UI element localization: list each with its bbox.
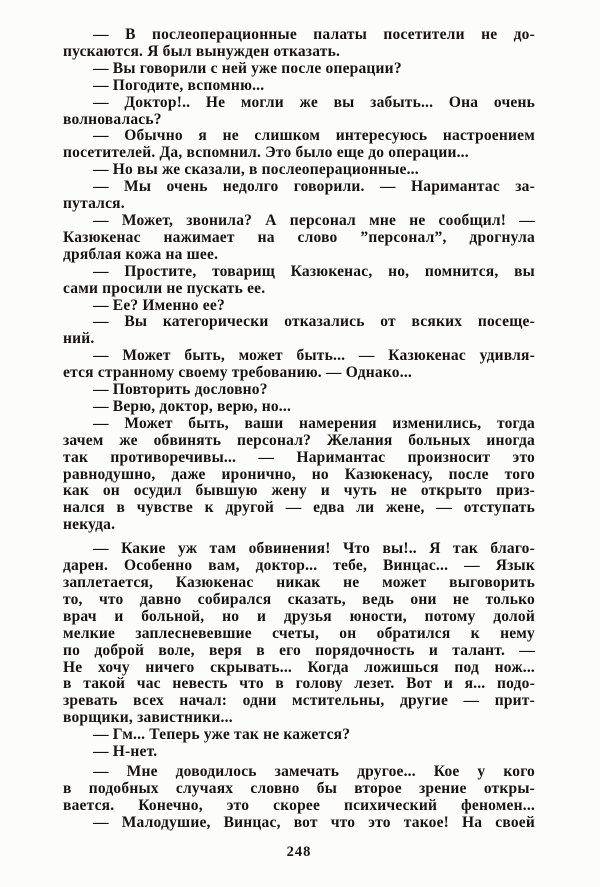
text-line: — Но вы же сказали, в послеоперационные... xyxy=(93,161,419,179)
text-line: — Ее? Именно ее? xyxy=(93,296,225,314)
text-line: — Мы очень недолго говорили. — Наримантас за- xyxy=(93,178,535,196)
text-line: — Малодушие, Винцас, вот что это такое! На своей xyxy=(93,813,535,831)
text-line: заплетается, Казюкенас никак не может выговорить xyxy=(63,574,535,591)
text-line: Казюкенас нажимает на слово ”персонал”, дрогнула xyxy=(63,228,535,246)
text-line: в такой час невесть что в голову лезет. Вот и я... подо- xyxy=(63,675,535,693)
text-line: то, что давно собирался сказать, ведь они не только xyxy=(63,590,535,608)
text-line: — Погодите, вспомню... xyxy=(93,76,265,94)
text-line: — Повторить дословно? xyxy=(93,381,268,399)
text-line: сами просили не пускать ее. xyxy=(63,279,266,297)
text-line: по доброй воле, веря в его порядочность и талант. — xyxy=(63,641,535,659)
text-line: посетителей. Да, вспомнил. Это было еще до операции... xyxy=(63,144,469,162)
text-line: дарен. Особенно вам, доктор... тебе, Винцас... — Язык xyxy=(63,557,535,575)
text-line: — Какие уж там обвинения! Что вы!.. Я так благо- xyxy=(93,540,535,558)
text-line: волновалась? xyxy=(63,110,162,128)
text-line: зачем же обвинять персонал? Желания больных иногда xyxy=(63,431,535,449)
text-line: — Гм... Теперь уже так не кажется? xyxy=(93,726,351,744)
text-line: — Может быть, ваши намерения изменились, тогда xyxy=(93,414,535,432)
text-line: врач и больной, но и друзья юности, потому долой xyxy=(63,607,535,625)
text-line: — Может, звонила? А персонал мне не сообщил! — xyxy=(93,211,535,229)
text-line: ется странному своему требованию. — Однако... xyxy=(63,364,412,382)
text-line: — Вы говорили с ней уже после операции? xyxy=(93,59,402,77)
text-line: ний. xyxy=(63,330,95,348)
text-line: вается. Конечно, это скорее психический феномен... xyxy=(63,796,535,814)
text-line: ворщики, завистники... xyxy=(63,709,233,727)
text-line: — Простите, товарищ Казюкенас, но, помнится, вы xyxy=(93,262,535,280)
text-line: зревать всех начал: одни мстительны, другие — прит- xyxy=(63,692,535,710)
text-line: — Н-нет. xyxy=(93,743,158,761)
text-line: в подобных случаях словно бы второе зрение откры- xyxy=(63,779,535,797)
text-line: как он осудил бывшую жену и чуть не открыто приз- xyxy=(63,482,535,500)
text-line: равнодушно, даже иронично, но Казюкенасу, после того xyxy=(63,465,535,483)
text-line: — Вы категорически отказались от всяких посеще- xyxy=(93,313,535,331)
page-number: 248 xyxy=(286,843,312,860)
text-line: мелкие заплесневевшие счеты, он обратился к нему xyxy=(63,624,535,642)
text-line: пускаются. Я был вынужден отказать. xyxy=(63,42,341,60)
text-line: — Верю, доктор, верю, но... xyxy=(93,397,292,415)
text-line: — Обычно я не слишком интересуюсь настроением xyxy=(93,127,535,145)
text-line: — Доктор!.. Не могли же вы забыть... Она очень xyxy=(93,93,535,111)
text-line: — Мне доводилось замечать другое... Кое у кого xyxy=(93,762,535,780)
text-line: нался в чувстве к другой — едва ли жене, — отступать xyxy=(63,499,535,517)
text-line: дряблая кожа на шее. xyxy=(63,245,219,263)
text-line: путался. xyxy=(63,195,125,213)
text-line: некуда. xyxy=(63,516,116,534)
text-line: — В послеоперационные палаты посетители не до- xyxy=(93,26,535,43)
text-line: так противоречивы... — Наримантас произносит это xyxy=(63,448,535,466)
text-line: — Может быть, может быть... — Казюкенас удивля- xyxy=(93,347,535,365)
book-page xyxy=(63,27,535,861)
text-line: Не хочу ничего скрывать... Когда ложишься под нож... xyxy=(63,658,535,676)
